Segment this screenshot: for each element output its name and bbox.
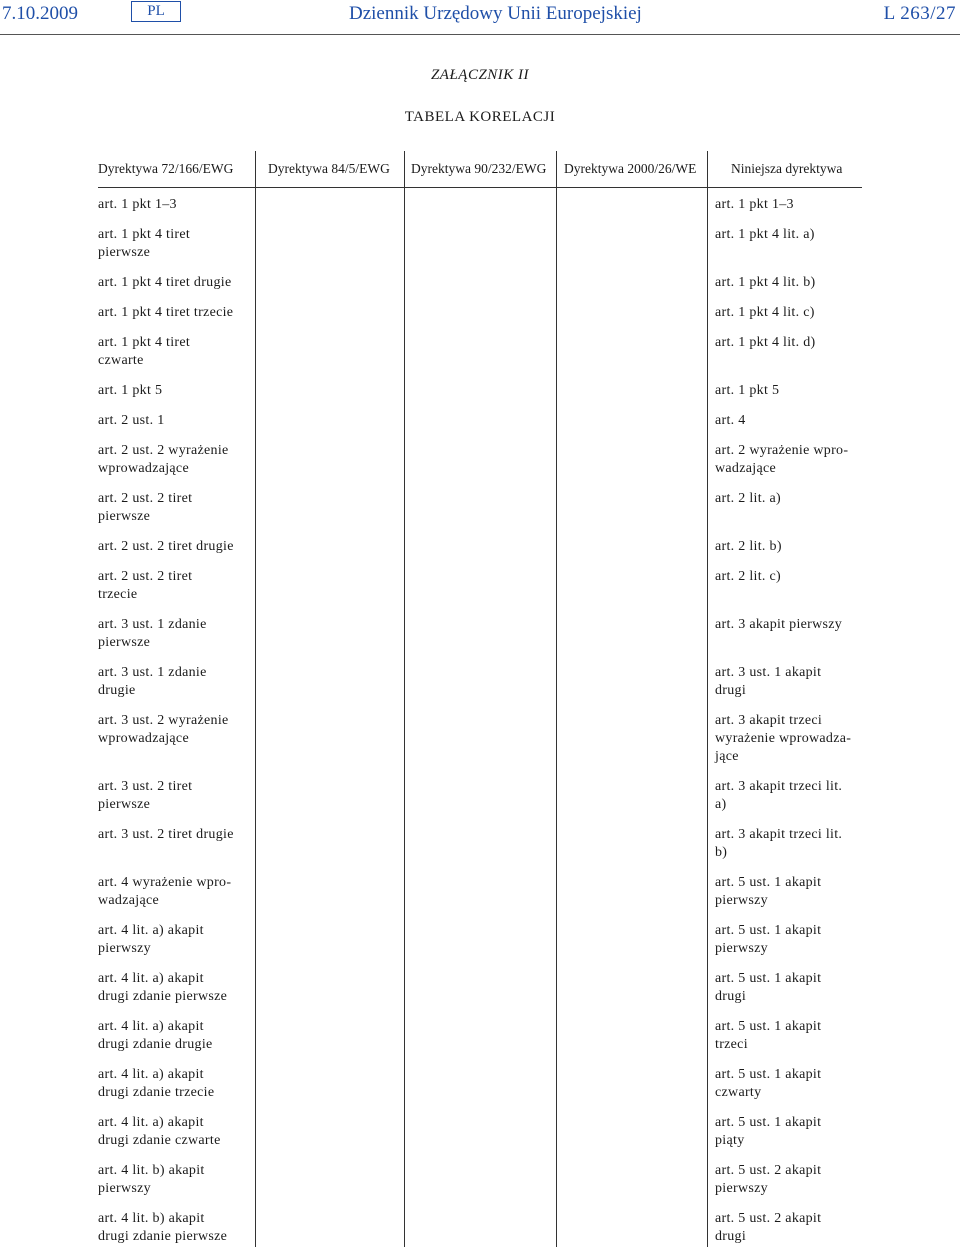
source-article: art. 3 ust. 2 tiret drugie	[98, 827, 234, 842]
column-header: Dyrektywa 72/166/EWG	[98, 161, 234, 176]
source-article: art. 2 ust. 2 tiret drugie	[98, 539, 234, 554]
source-article: art. 4 lit. a) akapit drugi zdanie trzecie	[98, 1067, 215, 1100]
column-divider	[707, 151, 708, 1247]
table-title: TABELA KORELACJI	[404, 109, 556, 125]
target-article: art. 1 pkt 4 lit. a)	[715, 227, 815, 242]
source-article: art. 2 ust. 2 wyrażenie wprowadzające	[98, 443, 229, 476]
annex-label: ZAŁĄCZNIK II	[430, 67, 530, 83]
target-article: art. 3 akapit trzeci lit. a)	[715, 779, 843, 812]
publication-date: 7.10.2009	[2, 3, 78, 24]
target-article: art. 1 pkt 4 lit. b)	[715, 275, 816, 290]
column-divider	[255, 151, 256, 1247]
source-article: art. 2 ust. 1	[98, 413, 165, 428]
target-article: art. 1 pkt 1–3	[715, 197, 794, 212]
source-article: art. 3 ust. 1 zdanie drugie	[98, 665, 207, 698]
target-article: art. 5 ust. 1 akapit piąty	[715, 1115, 822, 1148]
source-article: art. 4 lit. a) akapit pierwszy	[98, 923, 204, 956]
source-article: art. 4 lit. a) akapit drugi zdanie pierwsze	[98, 971, 228, 1004]
source-article: art. 4 wyrażenie wpro- wadzające	[98, 875, 232, 908]
source-article: art. 1 pkt 4 tiret czwarte	[98, 335, 191, 368]
target-article: art. 5 ust. 1 akapit czwarty	[715, 1067, 822, 1100]
source-article: art. 1 pkt 5	[98, 383, 163, 398]
column-header: Dyrektywa 90/232/EWG	[411, 161, 547, 176]
target-article: art. 1 pkt 5	[715, 383, 780, 398]
column-header: Niniejsza dyrektywa	[731, 161, 843, 176]
table-header	[98, 151, 862, 188]
target-article: art. 1 pkt 4 lit. c)	[715, 305, 815, 320]
source-article: art. 1 pkt 4 tiret drugie	[98, 275, 232, 290]
source-article: art. 1 pkt 4 tiret trzecie	[98, 305, 234, 320]
source-article: art. 4 lit. b) akapit drugi zdanie pierwsze	[98, 1211, 228, 1244]
target-article: art. 4	[715, 413, 746, 428]
target-article: art. 2 lit. a)	[715, 491, 782, 506]
target-article: art. 2 lit. b)	[715, 539, 782, 554]
target-article: art. 5 ust. 1 akapit drugi	[715, 971, 822, 1004]
source-article: art. 3 ust. 2 tiret pierwsze	[98, 779, 193, 812]
target-article: art. 3 akapit pierwszy	[715, 617, 843, 632]
column-divider	[556, 151, 557, 1247]
journal-header	[0, 0, 960, 35]
column-divider	[404, 151, 405, 1247]
source-article: art. 3 ust. 2 wyrażenie wprowadzające	[98, 713, 229, 746]
page-reference: L 263/27	[883, 3, 956, 24]
source-article: art. 4 lit. a) akapit drugi zdanie drugie	[98, 1019, 213, 1052]
target-article: art. 3 akapit trzeci wyrażenie wprowadza- jące	[715, 713, 852, 764]
target-article: art. 5 ust. 2 akapit pierwszy	[715, 1163, 822, 1196]
source-article: art. 2 ust. 2 tiret trzecie	[98, 569, 193, 602]
journal-title: Dziennik Urzędowy Unii Europejskiej	[349, 3, 642, 24]
source-article: art. 1 pkt 4 tiret pierwsze	[98, 227, 191, 260]
target-article: art. 1 pkt 4 lit. d)	[715, 335, 816, 350]
language-badge: PL	[131, 1, 181, 22]
target-article: art. 5 ust. 1 akapit pierwszy	[715, 923, 822, 956]
target-article: art. 2 lit. c)	[715, 569, 782, 584]
source-article: art. 2 ust. 2 tiret pierwsze	[98, 491, 193, 524]
source-article: art. 4 lit. b) akapit pierwszy	[98, 1163, 205, 1196]
target-article: art. 3 ust. 1 akapit drugi	[715, 665, 822, 698]
source-article: art. 1 pkt 1–3	[98, 197, 177, 212]
source-article: art. 4 lit. a) akapit drugi zdanie czwarte	[98, 1115, 221, 1148]
target-article: art. 5 ust. 1 akapit pierwszy	[715, 875, 822, 908]
target-article: art. 5 ust. 1 akapit trzeci	[715, 1019, 822, 1052]
column-header: Dyrektywa 84/5/EWG	[268, 161, 390, 176]
correlation-table	[98, 151, 862, 1244]
target-article: art. 2 wyrażenie wpro- wadzające	[715, 443, 849, 476]
target-article: art. 3 akapit trzeci lit. b)	[715, 827, 843, 860]
target-article: art. 5 ust. 2 akapit drugi	[715, 1211, 822, 1244]
column-header: Dyrektywa 2000/26/WE	[564, 161, 697, 176]
source-article: art. 3 ust. 1 zdanie pierwsze	[98, 617, 207, 650]
